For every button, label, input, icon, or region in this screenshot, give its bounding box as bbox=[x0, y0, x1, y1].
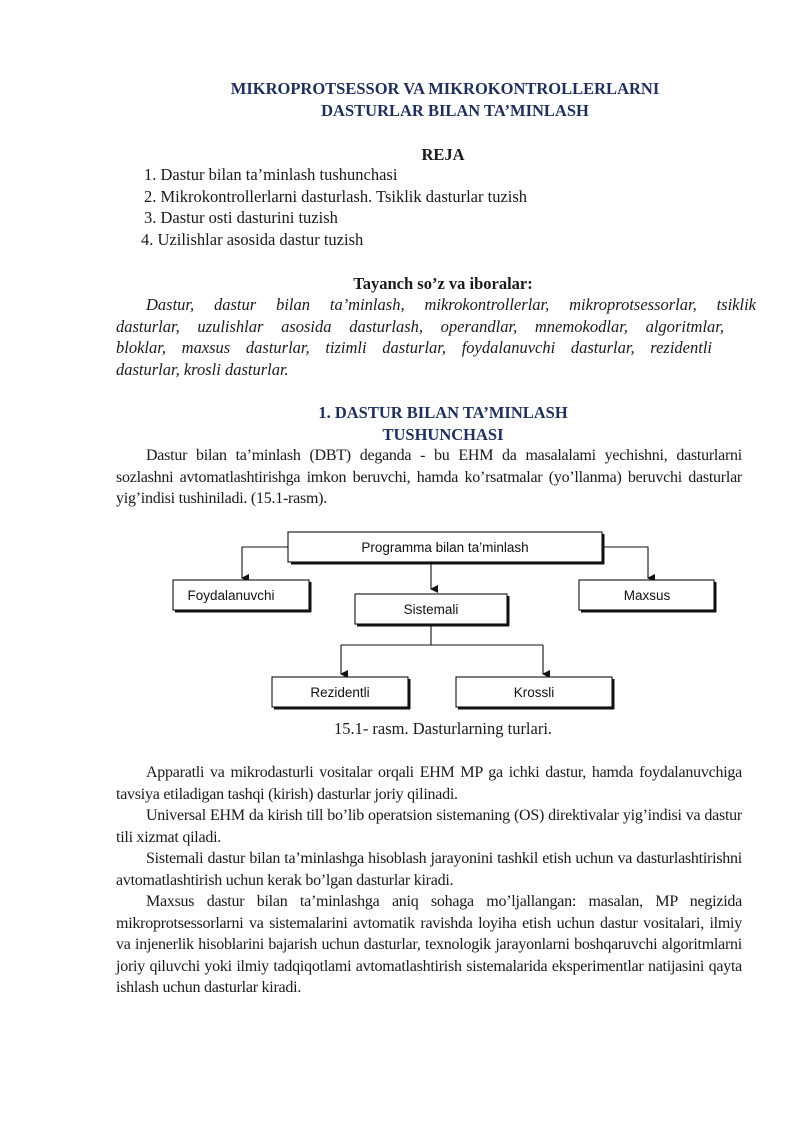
plan-heading: REJA bbox=[421, 145, 465, 164]
keywords-heading: Tayanch so’z va iboralar: bbox=[353, 274, 533, 293]
title-line-2: DASTURLAR BILAN TA’MINLASH bbox=[321, 100, 589, 120]
diagram-sub-right-label: Krossli bbox=[513, 685, 555, 700]
figure-caption: 15.1- rasm. Dasturlarning turlari. bbox=[333, 719, 553, 738]
section-heading bbox=[243, 402, 643, 445]
plan-item: 2. Mikrokontrollerlarni dasturlash. Tsiklik dasturlar tuzish bbox=[144, 186, 528, 206]
plan-list bbox=[141, 164, 704, 250]
keywords-line: dasturlar, uzulishlar asosida dasturlash, operandlar, mnemokodlar, algoritmlar, bbox=[116, 316, 724, 336]
keywords-line: dasturlar, krosli dasturlar. bbox=[116, 359, 289, 379]
document-title bbox=[150, 78, 740, 121]
body-paragraph: Universal EHM da kirish till bo’lib operatsion sistemaning (OS) direktivalar yig’indisi va dastur tili xizmat qiladi. bbox=[116, 807, 742, 846]
diagram bbox=[0, 515, 800, 715]
keywords-line: bloklar, maxsus dasturlar, tizimli dasturlar, foydalanuvchi dasturlar, rezidentli bbox=[116, 338, 712, 357]
intro-paragraph: Dastur bilan ta’minlash (DBT) deganda - bu EHM da masalalami yechishni, dasturlarni sozlashni avtomatlashtirishga imkon beruvchi, hamda ko’rsatmalar (yo’llanma) beruvchi dasturlar yig’indisi tushiniladi. (15.1-rasm). bbox=[116, 447, 742, 507]
plan-item: 4. Uzilishlar asosida dastur tuzish bbox=[141, 229, 364, 249]
keywords-text bbox=[116, 294, 756, 380]
diagram-right-label: Maxsus bbox=[623, 588, 671, 603]
body-paragraph: Sistemali dastur bilan ta’minlashga hisoblash jarayonini tashkil etish uchun va dasturlashtirishni avtomatlashtirish uchun kerak bo’lgan dasturlar kiradi. bbox=[116, 850, 742, 889]
body-paragraph: Maxsus dastur bilan ta’minlashga aniq sohaga mo’ljallangan: masalan, MP negizida mikroprotsessorlarni va sistemalarini avtomatik ravishda loyiha etish uchun dastur vositalari, ilmiy va injenerlik hisoblarini bajarish uchun dasturlar, texnologik jarayonlarni boshqaruvchi algoritmlarni joriy qiluvchi yoki ilmiy tadqiqotlami avtomatlashtirish sistemalarida eksperimentlar natijasini qayta ishlash uchun dasturlar kiradi. bbox=[116, 893, 742, 996]
title-line-1: MIKROPROTSESSOR VA MIKROKONTROLLERLARNI bbox=[230, 79, 660, 98]
body-paragraph: Apparatli va mikrodasturli vositalar orqali EHM MP ga ichki dastur, hamda foydalanuvchiga tavsiya etiladigan tashqi (kirish) dasturlar joriy qilinadi. bbox=[116, 764, 742, 803]
keywords-line: Dastur, dastur bilan ta’minlash, mikrokontrollerlar, mikroprotsessorlar, tsiklik bbox=[146, 295, 756, 314]
diagram-middle-label: Sistemali bbox=[403, 602, 459, 617]
diagram-root-label: Programma bilan ta’minlash bbox=[361, 540, 529, 555]
diagram-left-label: Foydalanuvchi bbox=[187, 588, 275, 603]
body-text bbox=[116, 762, 742, 999]
plan-item: 1. Dastur bilan ta’minlash tushunchasi bbox=[144, 165, 398, 184]
diagram-sub-left-label: Rezidentli bbox=[310, 685, 370, 700]
section-heading-line-2: TUSHUNCHASI bbox=[382, 424, 504, 444]
plan-item: 3. Dastur osti dasturini tuzish bbox=[144, 208, 338, 227]
section-heading-line-1: 1. DASTUR BILAN TA’MINLASH bbox=[318, 403, 568, 422]
